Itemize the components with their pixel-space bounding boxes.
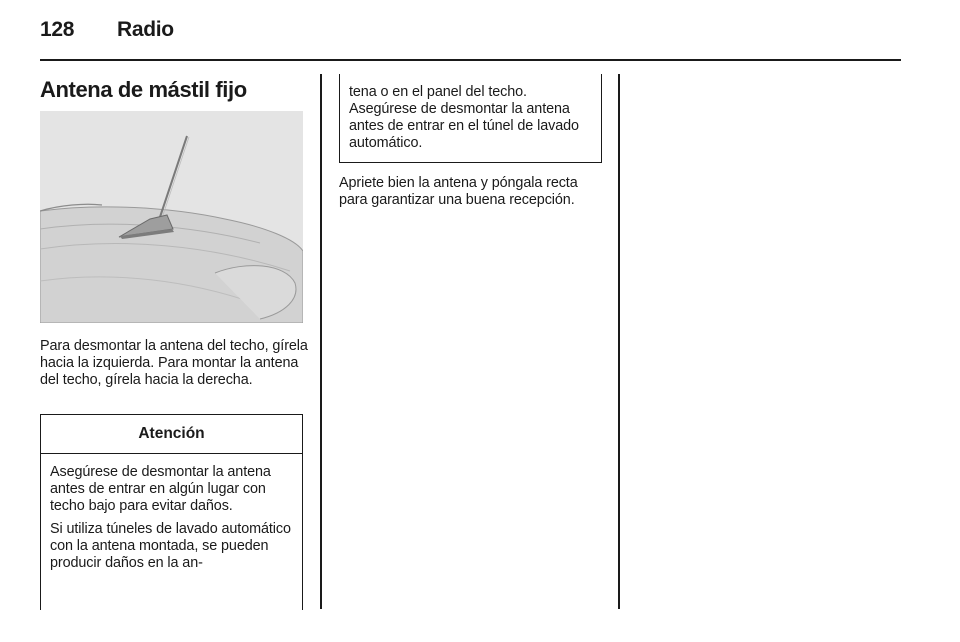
notice-text-2: Si utiliza túneles de lavado automático con la antena montada, se pueden producir daños en la an- bbox=[50, 521, 291, 571]
chapter-title: Radio bbox=[117, 18, 174, 41]
attention-notice-continued bbox=[339, 74, 602, 163]
column-divider-2 bbox=[618, 74, 620, 609]
page-number: 128 bbox=[40, 18, 75, 41]
attention-notice bbox=[40, 414, 303, 610]
notice-text-1: Asegúrese de desmontar la antena antes de entrar en algún lugar con techo bajo para evitar daños. bbox=[50, 464, 271, 514]
left-column bbox=[40, 74, 308, 571]
header-divider bbox=[40, 59, 901, 61]
antenna-figure bbox=[40, 111, 303, 323]
reception-paragraph: Apriete bien la antena y póngala recta para garantizar una buena recepción. bbox=[339, 175, 578, 208]
section-title: Antena de mástil fijo bbox=[40, 77, 247, 102]
instruction-paragraph: Para desmontar la antena del techo, gírela hacia la izquierda. Para montar la antena del techo, gírela hacia la derecha. bbox=[40, 338, 308, 388]
notice-body bbox=[41, 454, 302, 572]
notice-title: Atención bbox=[41, 415, 302, 454]
car-roof-antenna-icon bbox=[40, 111, 303, 323]
notice-text-continued: tena o en el panel del techo. Asegúrese de desmontar la antena antes de entrar en el túnel de lavado automático. bbox=[349, 84, 579, 151]
column-divider-1 bbox=[320, 74, 322, 609]
